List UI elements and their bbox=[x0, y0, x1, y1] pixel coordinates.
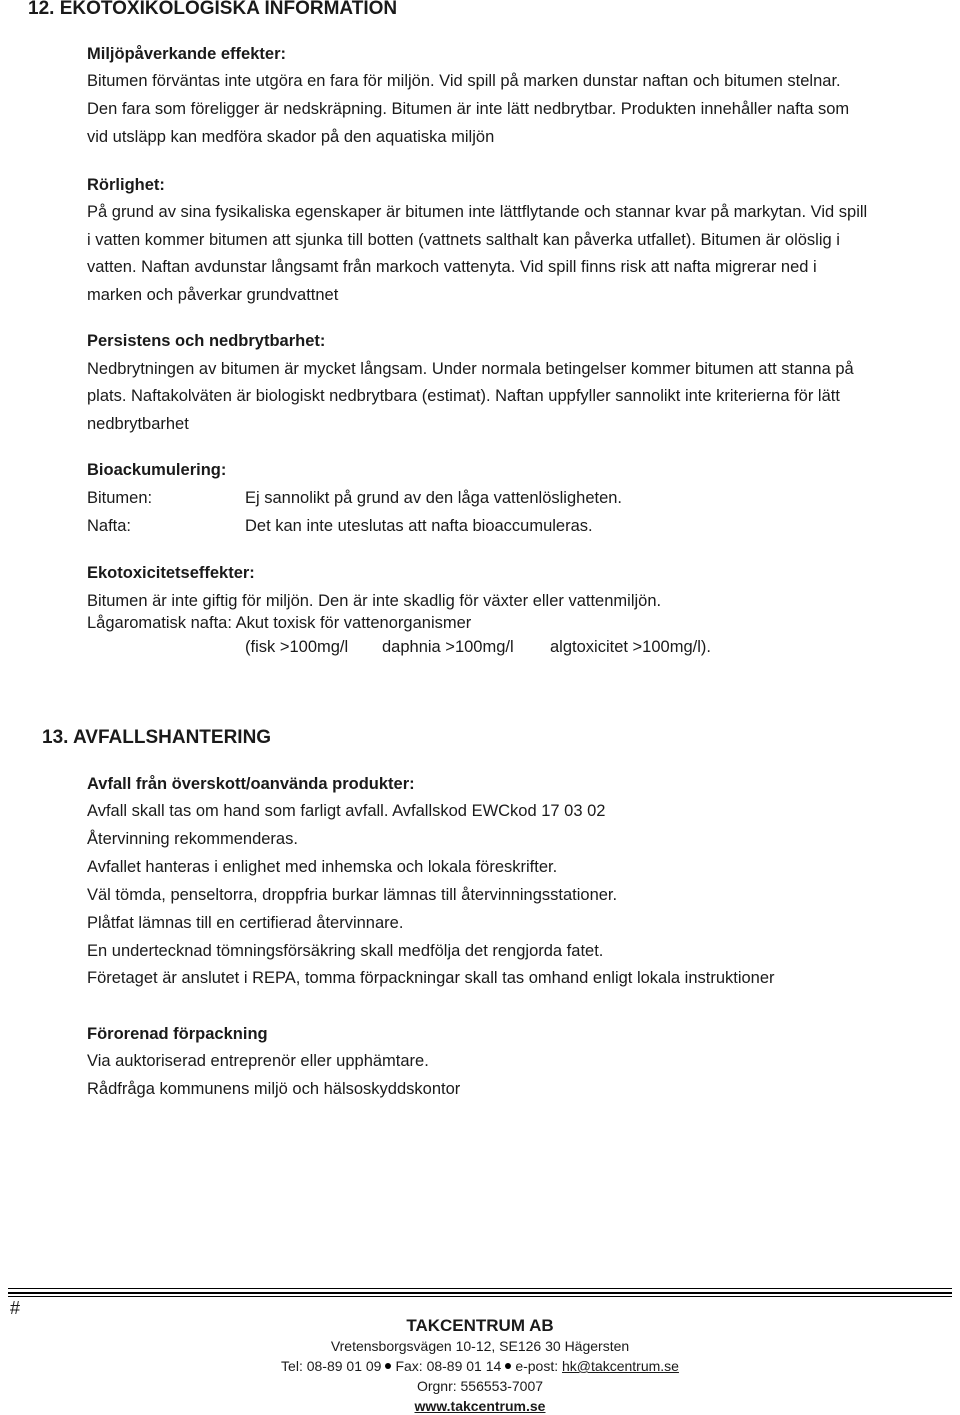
waste-heading: Avfall från överskott/oanvända produkter: bbox=[87, 775, 415, 793]
section-13-title: 13. AVFALLSHANTERING bbox=[42, 727, 272, 748]
waste-line: Återvinning rekommenderas. bbox=[87, 830, 298, 848]
bio-label-bitumen: Bitumen: bbox=[87, 489, 153, 507]
bio-value-bitumen: Ej sannolikt på grund av den låga vattenlösligheten. bbox=[245, 489, 623, 507]
org-number: Orgnr: 556553-7007 bbox=[416, 1378, 544, 1394]
env-effects-line: vid utsläpp kan medföra skador på den aquatiska miljön bbox=[87, 128, 495, 146]
contaminated-packaging-heading: Förorenad förpackning bbox=[87, 1025, 268, 1043]
page-marker: # bbox=[10, 1298, 21, 1318]
persistence-heading: Persistens och nedbrytbarhet: bbox=[87, 332, 326, 350]
mobility-line: På grund av sina fysikaliska egenskaper är bitumen inte lättflytande och stannar kvar på markytan. Vid spill bbox=[87, 203, 868, 221]
fax: Fax: 08-89 01 14 bbox=[395, 1358, 502, 1374]
env-effects-line: Bitumen förväntas inte utgöra en fara för miljön. Vid spill på marken dunstar naftan och bitumen stelnar. bbox=[87, 72, 841, 90]
ecotox-fish: (fisk >100mg/l bbox=[245, 638, 349, 656]
bio-value-nafta: Det kan inte uteslutas att nafta bioaccumuleras. bbox=[245, 517, 593, 535]
website-link[interactable]: www.takcentrum.se bbox=[414, 1398, 546, 1414]
bullet-icon bbox=[385, 1363, 391, 1369]
company-name: TAKCENTRUM AB bbox=[406, 1316, 554, 1335]
packaging-line: Via auktoriserad entreprenör eller upphämtare. bbox=[87, 1052, 429, 1070]
footer-rule bbox=[8, 1296, 952, 1297]
ecotox-heading: Ekotoxicitetseffekter: bbox=[87, 564, 255, 582]
mobility-line: i vatten kommer bitumen att sjunka till botten (vattnets salthalt kan påverka utfallet). Bitumen är olöslig i bbox=[87, 231, 840, 249]
bio-label-nafta: Nafta: bbox=[87, 517, 132, 535]
bullet-icon bbox=[505, 1363, 511, 1369]
footer-rule bbox=[8, 1288, 952, 1289]
persistence-line: Nedbrytningen av bitumen är mycket långsam. Under normala betingelser kommer bitumen att stanna på bbox=[87, 360, 854, 378]
persistence-line: nedbrytbarhet bbox=[87, 415, 189, 433]
email-link[interactable]: hk@takcentrum.se bbox=[562, 1358, 679, 1374]
footer-rule bbox=[8, 1292, 952, 1294]
section-12-title: 12. EKOTOXIKOLOGISKA INFORMATION bbox=[28, 0, 398, 19]
ecotox-line: Lågaromatisk nafta: Akut toxisk för vattenorganismer bbox=[87, 614, 472, 632]
email-label: e-post: bbox=[515, 1358, 559, 1374]
waste-line: Avfall skall tas om hand som farligt avfall. Avfallskod EWCkod 17 03 02 bbox=[87, 802, 606, 820]
mobility-heading: Rörlighet: bbox=[87, 176, 165, 194]
ecotox-algae: algtoxicitet >100mg/l). bbox=[550, 638, 711, 656]
contact-line bbox=[0, 1358, 960, 1374]
bioaccumulation-heading: Bioackumulering: bbox=[87, 461, 227, 479]
ecotox-daphnia: daphnia >100mg/l bbox=[382, 638, 514, 656]
mobility-line: marken och påverkar grundvattnet bbox=[87, 286, 339, 304]
persistence-line: plats. Naftakolväten är biologiskt nedbrytbara (estimat). Naftan uppfyller sannolikt inte kriterierna för lätt bbox=[87, 387, 840, 405]
mobility-line: vatten. Naftan avdunstar långsamt från markoch vattenyta. Vid spill finns risk att nafta migrerar ned i bbox=[87, 258, 817, 276]
waste-line: Plåtfat lämnas till en certifierad återvinnare. bbox=[87, 914, 404, 932]
waste-line: Avfallet hanteras i enlighet med inhemska och lokala föreskrifter. bbox=[87, 858, 558, 876]
waste-line: Företaget är anslutet i REPA, tomma förpackningar skall tas omhand enligt lokala instruktioner bbox=[87, 969, 775, 987]
company-address: Vretensborgsvägen 10-12, SE126 30 Hägersten bbox=[330, 1338, 630, 1354]
phone: Tel: 08-89 01 09 bbox=[281, 1358, 382, 1374]
env-effects-heading: Miljöpåverkande effekter: bbox=[87, 45, 286, 63]
waste-line: Väl tömda, penseltorra, droppfria burkar lämnas till återvinningsstationer. bbox=[87, 886, 618, 904]
env-effects-line: Den fara som föreligger är nedskräpning. Bitumen är inte lätt nedbrytbar. Produkten innehåller nafta som bbox=[87, 100, 850, 118]
waste-line: En undertecknad tömningsförsäkring skall medfölja det rengjorda fatet. bbox=[87, 942, 604, 960]
packaging-line: Rådfråga kommunens miljö och hälsoskyddskontor bbox=[87, 1080, 461, 1098]
ecotox-line: Bitumen är inte giftig för miljön. Den är inte skadlig för växter eller vattenmiljön. bbox=[87, 592, 662, 610]
